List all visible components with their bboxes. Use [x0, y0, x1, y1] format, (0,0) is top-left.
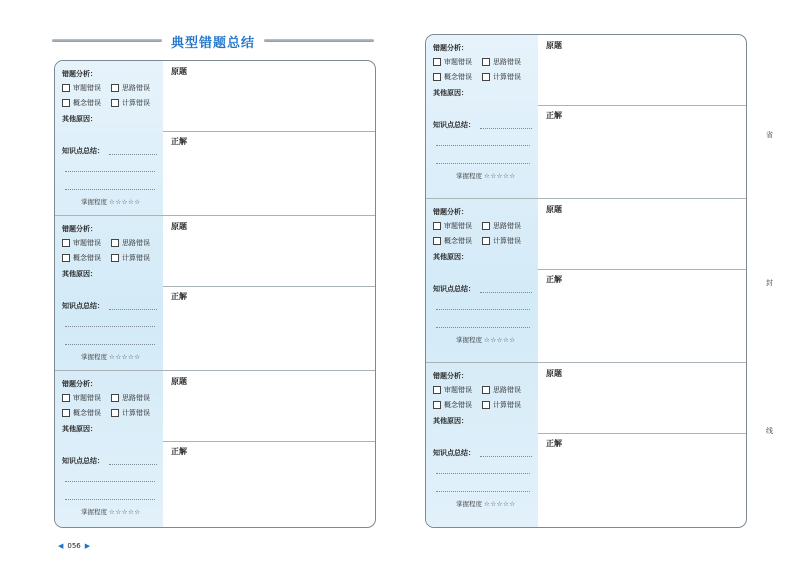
- original-question-label: 原题: [546, 41, 562, 50]
- correct-answer-label: 正解: [546, 275, 562, 284]
- error-type-option[interactable]: [482, 72, 521, 82]
- summary-line: [109, 309, 157, 310]
- error-type-option[interactable]: [433, 72, 472, 82]
- error-type-option[interactable]: [111, 83, 150, 93]
- original-question-label: 原题: [171, 67, 187, 76]
- summary-line: [480, 456, 532, 457]
- error-type-option[interactable]: [62, 393, 101, 403]
- mastery-rating: [456, 335, 516, 344]
- summary-line: [65, 499, 155, 500]
- mastery-label: 掌握程度: [81, 508, 107, 516]
- option-label: 计算错误: [122, 254, 150, 262]
- option-label: 计算错误: [122, 409, 150, 417]
- checkbox[interactable]: [482, 73, 490, 81]
- margin-mark: 省: [766, 131, 773, 139]
- error-type-option[interactable]: [433, 385, 472, 395]
- summary-line: [65, 189, 155, 190]
- knowledge-summary-label: 知识点总结：: [433, 449, 475, 457]
- mistake-entry: [55, 61, 375, 216]
- summary-line: [436, 491, 530, 492]
- summary-line: [65, 481, 155, 482]
- error-type-option[interactable]: [433, 236, 472, 246]
- original-question-label: 原题: [171, 222, 187, 231]
- knowledge-summary-label: 知识点总结：: [433, 121, 475, 129]
- checkbox[interactable]: [482, 222, 490, 230]
- error-type-option[interactable]: [482, 221, 521, 231]
- error-analysis-label: 错题分析：: [433, 44, 468, 52]
- error-type-option[interactable]: [433, 400, 472, 410]
- error-type-option[interactable]: [62, 238, 101, 248]
- margin-mark: 封: [766, 279, 773, 287]
- mastery-label: 掌握程度: [81, 353, 107, 361]
- correct-answer-label: 正解: [171, 137, 187, 146]
- star-rating[interactable]: ☆☆☆☆☆: [484, 336, 516, 344]
- original-divider: [538, 269, 746, 270]
- checkbox[interactable]: [433, 401, 441, 409]
- mistake-entry: [426, 35, 746, 199]
- option-label: 审题错误: [444, 222, 472, 230]
- star-rating[interactable]: ☆☆☆☆☆: [484, 172, 516, 180]
- checkbox[interactable]: [433, 237, 441, 245]
- error-type-option[interactable]: [433, 57, 472, 67]
- summary-line: [480, 128, 532, 129]
- other-reason-label: 其他原因：: [433, 89, 468, 97]
- option-label: 概念错误: [73, 409, 101, 417]
- error-type-option[interactable]: [433, 221, 472, 231]
- option-label: 计算错误: [122, 99, 150, 107]
- right-worksheet-page: [425, 34, 747, 528]
- option-label: 思路错误: [493, 222, 521, 230]
- summary-line: [436, 473, 530, 474]
- star-rating[interactable]: ☆☆☆☆☆: [109, 353, 141, 361]
- option-label: 思路错误: [493, 386, 521, 394]
- summary-line: [109, 154, 157, 155]
- knowledge-summary-label: 知识点总结：: [62, 457, 104, 465]
- mastery-rating: [456, 171, 516, 180]
- checkbox[interactable]: [433, 73, 441, 81]
- error-type-option[interactable]: [62, 83, 101, 93]
- summary-line: [65, 326, 155, 327]
- error-type-option[interactable]: [111, 408, 150, 418]
- correct-answer-label: 正解: [546, 439, 562, 448]
- summary-line: [65, 171, 155, 172]
- correct-answer-label: 正解: [171, 447, 187, 456]
- checkbox[interactable]: [62, 409, 70, 417]
- header-rule-right: [264, 39, 374, 42]
- error-analysis-label: 错题分析：: [62, 380, 97, 388]
- knowledge-summary-label: 知识点总结：: [62, 147, 104, 155]
- summary-line: [480, 292, 532, 293]
- other-reason-label: 其他原因：: [62, 270, 97, 278]
- left-worksheet-page: [54, 60, 376, 528]
- checkbox[interactable]: [433, 222, 441, 230]
- checkbox[interactable]: [62, 394, 70, 402]
- knowledge-summary-label: 知识点总结：: [433, 285, 475, 293]
- knowledge-summary-label: 知识点总结：: [62, 302, 104, 310]
- next-page-icon: ▶: [84, 542, 91, 550]
- summary-line: [436, 145, 530, 146]
- option-label: 审题错误: [444, 386, 472, 394]
- summary-line: [436, 327, 530, 328]
- option-label: 计算错误: [493, 401, 521, 409]
- checkbox[interactable]: [433, 58, 441, 66]
- checkbox[interactable]: [111, 409, 119, 417]
- other-reason-label: 其他原因：: [62, 115, 97, 123]
- option-label: 审题错误: [73, 84, 101, 92]
- error-type-option[interactable]: [111, 393, 150, 403]
- error-analysis-label: 错题分析：: [62, 225, 97, 233]
- option-label: 概念错误: [444, 401, 472, 409]
- option-label: 概念错误: [73, 99, 101, 107]
- other-reason-label: 其他原因：: [62, 425, 97, 433]
- option-label: 计算错误: [493, 73, 521, 81]
- correct-answer-label: 正解: [546, 111, 562, 120]
- error-analysis-label: 错题分析：: [62, 70, 97, 78]
- summary-line: [65, 344, 155, 345]
- error-type-option[interactable]: [482, 57, 521, 67]
- original-question-label: 原题: [546, 205, 562, 214]
- star-rating[interactable]: ☆☆☆☆☆: [109, 198, 141, 206]
- checkbox[interactable]: [111, 99, 119, 107]
- option-label: 思路错误: [122, 84, 150, 92]
- summary-line: [109, 464, 157, 465]
- error-analysis-label: 错题分析：: [433, 372, 468, 380]
- option-label: 思路错误: [122, 394, 150, 402]
- option-label: 概念错误: [73, 254, 101, 262]
- mastery-label: 掌握程度: [81, 198, 107, 206]
- checkbox[interactable]: [111, 254, 119, 262]
- correct-answer-label: 正解: [171, 292, 187, 301]
- checkbox[interactable]: [111, 84, 119, 92]
- error-analysis-label: 错题分析：: [433, 208, 468, 216]
- summary-line: [436, 163, 530, 164]
- mastery-label: 掌握程度: [456, 500, 482, 508]
- mastery-rating: [81, 197, 141, 206]
- error-type-option[interactable]: [62, 408, 101, 418]
- error-type-option[interactable]: [62, 98, 101, 108]
- mastery-rating: [81, 352, 141, 361]
- checkbox[interactable]: [482, 58, 490, 66]
- summary-line: [436, 309, 530, 310]
- mastery-label: 掌握程度: [456, 336, 482, 344]
- original-question-label: 原题: [171, 377, 187, 386]
- checkbox[interactable]: [482, 237, 490, 245]
- other-reason-label: 其他原因：: [433, 253, 468, 261]
- checkbox[interactable]: [111, 239, 119, 247]
- error-type-option[interactable]: [111, 238, 150, 248]
- error-type-option[interactable]: [482, 400, 521, 410]
- option-label: 思路错误: [122, 239, 150, 247]
- section-header: [52, 32, 374, 50]
- option-label: 审题错误: [444, 58, 472, 66]
- checkbox[interactable]: [482, 386, 490, 394]
- checkbox[interactable]: [62, 239, 70, 247]
- mastery-rating: [456, 499, 516, 508]
- checkbox[interactable]: [62, 99, 70, 107]
- option-label: 审题错误: [73, 239, 101, 247]
- mastery-rating: [81, 507, 141, 516]
- prev-page-icon: ◀: [58, 542, 64, 550]
- mistake-entry: [55, 216, 375, 371]
- checkbox[interactable]: [62, 254, 70, 262]
- original-divider: [538, 105, 746, 106]
- original-divider: [163, 441, 375, 442]
- option-label: 计算错误: [493, 237, 521, 245]
- error-type-option[interactable]: [111, 98, 150, 108]
- error-type-option[interactable]: [62, 253, 101, 263]
- page-title: 典型错题总结: [170, 36, 255, 51]
- original-divider: [163, 131, 375, 132]
- option-label: 审题错误: [73, 394, 101, 402]
- mastery-label: 掌握程度: [456, 172, 482, 180]
- star-rating[interactable]: ☆☆☆☆☆: [484, 500, 516, 508]
- original-divider: [538, 433, 746, 434]
- margin-mark: 线: [766, 427, 773, 435]
- option-label: 概念错误: [444, 73, 472, 81]
- mistake-entry: [426, 199, 746, 363]
- checkbox[interactable]: [433, 386, 441, 394]
- mistake-entry: [55, 371, 375, 526]
- checkbox[interactable]: [111, 394, 119, 402]
- option-label: 概念错误: [444, 237, 472, 245]
- option-label: 思路错误: [493, 58, 521, 66]
- star-rating[interactable]: ☆☆☆☆☆: [109, 508, 141, 516]
- mistake-entry: [426, 363, 746, 527]
- page-number: [58, 542, 90, 550]
- error-type-option[interactable]: [482, 385, 521, 395]
- page-number-value: 056: [67, 542, 81, 550]
- error-type-option[interactable]: [111, 253, 150, 263]
- header-rule-left: [52, 39, 162, 42]
- original-question-label: 原题: [546, 369, 562, 378]
- error-type-option[interactable]: [482, 236, 521, 246]
- original-divider: [163, 286, 375, 287]
- other-reason-label: 其他原因：: [433, 417, 468, 425]
- checkbox[interactable]: [62, 84, 70, 92]
- checkbox[interactable]: [482, 401, 490, 409]
